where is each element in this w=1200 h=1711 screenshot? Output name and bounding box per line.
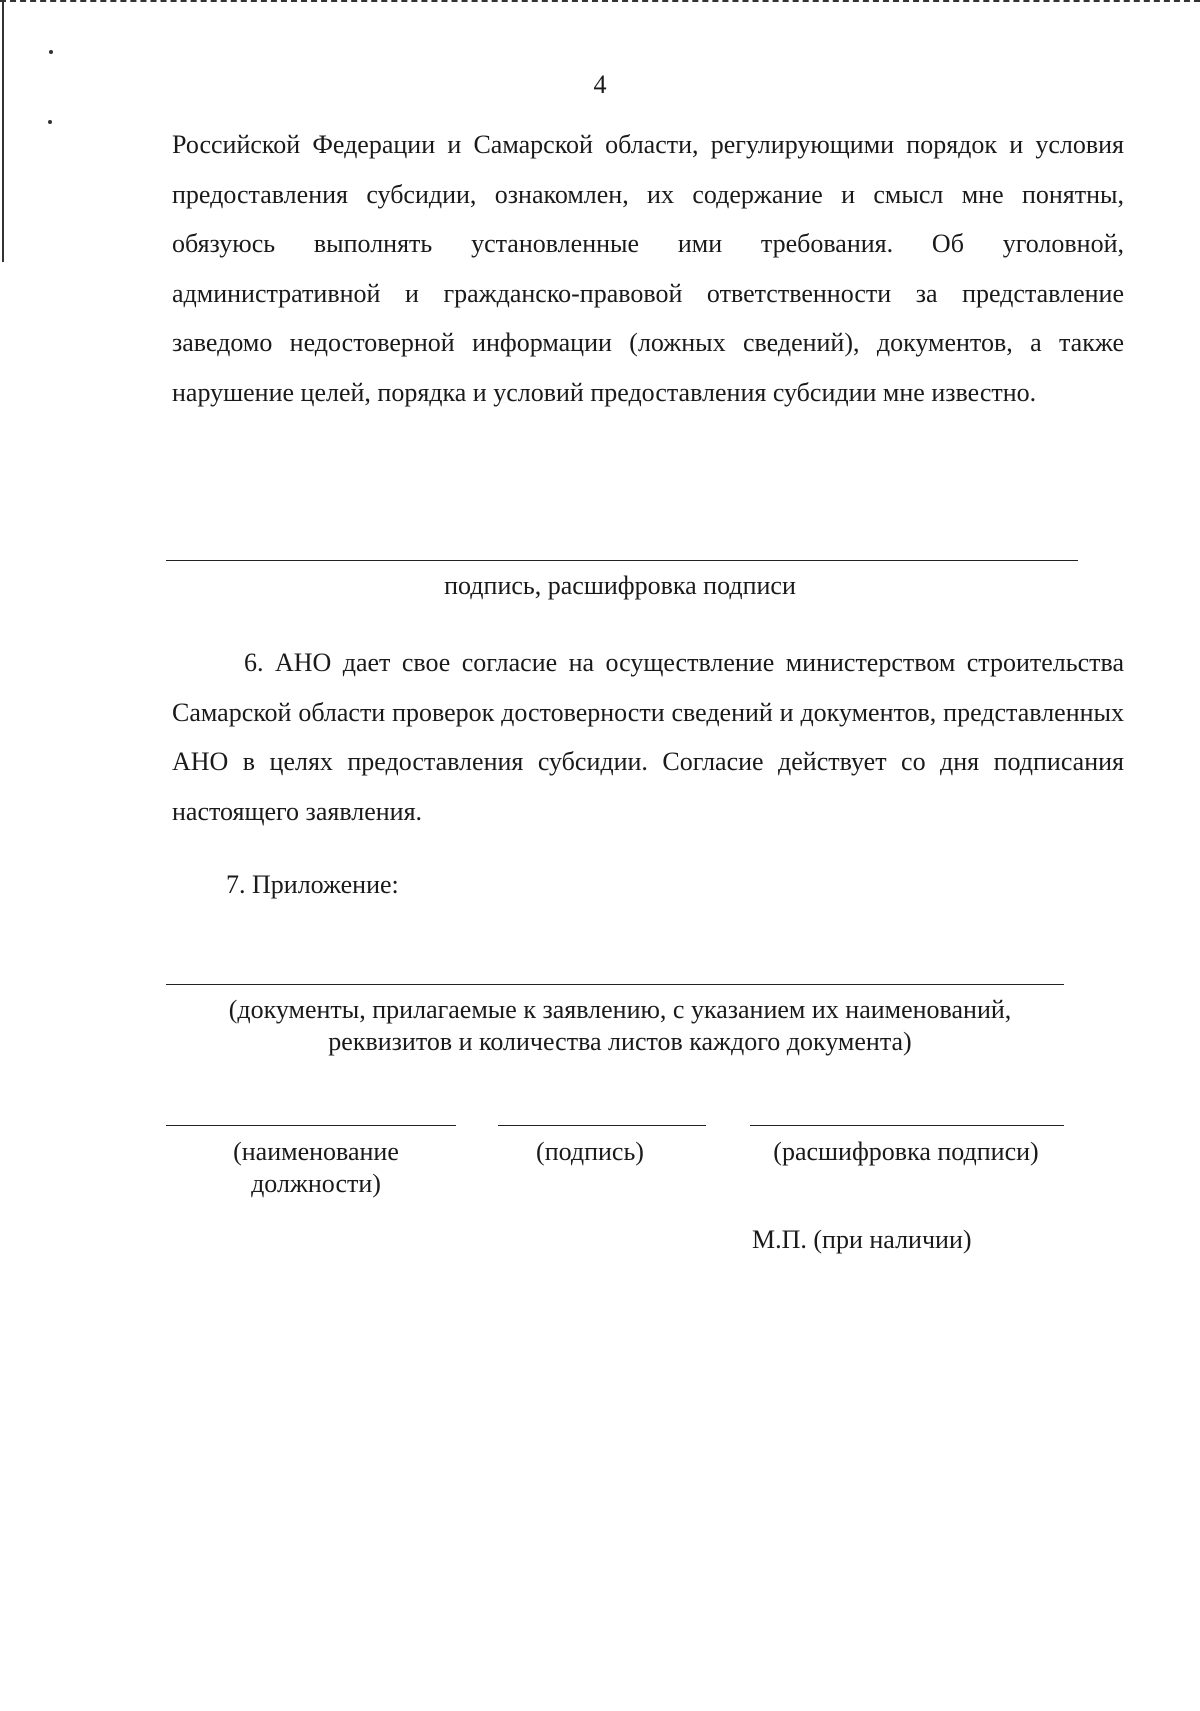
attachment-caption-line-2: реквизитов и количества листов каждого документа) (328, 1027, 912, 1056)
attachment-caption-line-1: (документы, прилагаемые к заявлению, с указанием их наименований, (228, 995, 1012, 1024)
signature-caption: подпись, расшифровка подписи (444, 571, 796, 600)
signature-line (166, 560, 1078, 561)
position-caption (196, 1136, 436, 1200)
page-number: 4 (593, 70, 607, 99)
position-caption-line-2: должности) (251, 1169, 381, 1198)
attachment-heading-text: 7. Приложение: (226, 870, 399, 899)
position-line (166, 1125, 456, 1126)
declaration-paragraph: Российской Федерации и Самарской области, регулирующими порядок и условия предоставления субсидии, ознакомлен, их содержание и смысл мне понятны, обязуюсь выполнять установленные ими требования. Об уголовной, административной и гражданско-правовой ответственности за представление заведомо недостоверной информации (ложных сведений), документов, а также нарушение целей, порядка и условий предоставления субсидии мне известно. (172, 130, 1124, 407)
stamp-label: М.П. (при наличии) (752, 1225, 972, 1254)
scan-speck (48, 120, 52, 124)
signature-field-line (498, 1125, 706, 1126)
scan-speck (49, 50, 53, 54)
consent-paragraph: 6. АНО дает свое согласие на осуществление министерством строительства Самарской области проверок достоверности сведений и документов, представленных АНО в целях предоставления субсидии. Согласие действует со дня подписания настоящего заявления. (172, 648, 1124, 826)
scan-top-edge (0, 0, 1200, 2)
attachment-caption (160, 994, 1080, 1058)
signature-decode-label: (расшифровка подписи) (773, 1137, 1039, 1166)
signature-decode-line (750, 1125, 1064, 1126)
attachment-heading (172, 860, 1124, 910)
position-caption-line-1: (наименование (233, 1137, 399, 1166)
scan-left-edge (2, 2, 4, 262)
attachment-line (166, 984, 1064, 985)
signature-label: (подпись) (536, 1137, 644, 1166)
